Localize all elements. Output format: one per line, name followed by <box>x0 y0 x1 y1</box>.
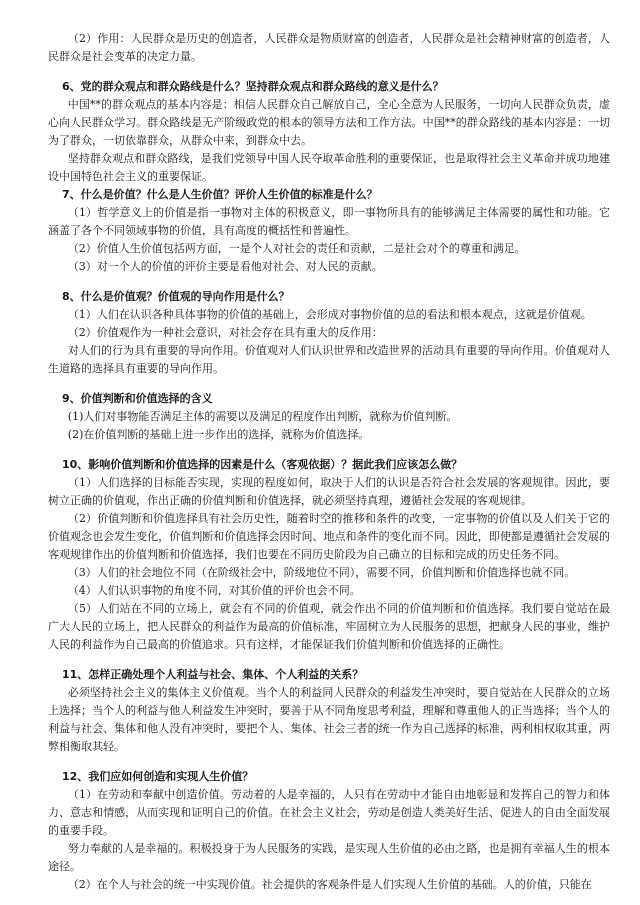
paragraph: (2)在价值判断的基础上进一步作出的选择，就称为价值选择。 <box>67 428 370 441</box>
section-8 <box>48 288 610 378</box>
section-heading: 6、党的群众观点和群众路线是什么？坚持群众观点和群众路线的意义是什么？ <box>62 80 444 93</box>
paragraph: （2）价值人生价值包括两方面，一是个人对社会的责任和贡献，二是社会对个的尊重和满足。 <box>67 242 526 255</box>
section-6 <box>48 78 610 186</box>
paragraph: （2）在个人与社会的统一中实现价值。社会提供的客观条件是人们实现人生价值的基础。人的价值，只能在 <box>67 878 592 891</box>
paragraph: 必须坚持社会主义的集体主义价值观。当个人的利益同人民群众的利益发生冲突时，要自觉站在人民群众的立场上选择；当个人的利益与他人利益发生冲突时，要善于从不同角度思考利益，理解和尊重他人的正当选择；当个人的利益与社会、集体和他人没有冲突时，要把个人、集体、社会三者的统一作为自己选择的标准，两利相权取其重，两弊相衡取其轻。 <box>48 686 610 753</box>
paragraph: （2）作用：人民群众是历史的创造者，人民群众是物质财富的创造者，人民群众是社会精神财富的创造者，人民群众是社会变革的决定力量。 <box>48 32 610 63</box>
section-11 <box>48 666 610 756</box>
paragraph: （1）人们选择的目标能否实现，实现的程度如何，取决于人们的认识是否符合社会发展的客观规律。因此，要树立正确的价值观，作出正确的价值判断和价值选择，就必须坚持真理，遵循社会发展的客观规律。 <box>48 476 610 507</box>
paragraph: （3）人们的社会地位不同（在阶级社会中，阶级地位不同），需要不同，价值判断和价值选择也就不同。 <box>67 566 576 579</box>
section-9 <box>48 390 610 444</box>
section-7 <box>48 186 610 276</box>
paragraph: （1）人们在认识各种具体事物的价值的基础上，会形成对事物价值的总的看法和根本观点，这就是价值观。 <box>67 308 592 321</box>
section-12 <box>48 768 610 894</box>
paragraph: （1）哲学意义上的价值是指一事物对主体的积极意义，即一事物所具有的能够满足主体需要的属性和功能。它涵盖了各个不同领域事物的价值，具有高度的概括性和普遍性。 <box>48 206 610 237</box>
section-heading: 7、什么是价值？什么是人生价值？评价人生价值的标准是什么？ <box>62 188 378 201</box>
paragraph: （2）价值观作为一种社会意识，对社会存在具有重大的反作用： <box>67 326 383 339</box>
section-heading: 9、价值判断和价值选择的含义 <box>62 392 213 405</box>
paragraph: （3）对一个人的价值的评价主要是看他对社会、对人民的贡献。 <box>67 260 383 273</box>
paragraph: 努力奉献的人是幸福的。积极投身于为人民服务的实践，是实现人生价值的必由之路，也是拥有幸福人生的根本途径。 <box>48 842 610 873</box>
paragraph: （2）价值判断和价值选择具有社会历史性，随着时空的推移和条件的改变，一定事物的价值以及人们关于它的价值观念也会发生变化，价值判断和价值选择会因时间、地点和条件的变化而不同。因此，即使都是遵循社会发展的客观规律作出的价值判断和价值选择，我们也要在不同历史阶段为自己确立的目标和完成的历史任务不同。 <box>48 512 610 561</box>
paragraph: 坚持群众观点和群众路线，是我们党领导中国人民夺取革命胜利的重要保证，也是取得社会主义革命并成功地建设中国特色社会主义的重要保证。 <box>48 152 610 183</box>
paragraph: (1)人们对事物能否满足主体的需要以及满足的程度作出判断，就称为价值判断。 <box>67 410 458 423</box>
paragraph: 对人们的行为具有重要的导向作用。价值观对人们认识世界和改造世界的活动具有重要的导向作用。价值观对人生道路的选择具有重要的导向作用。 <box>48 344 610 375</box>
section-heading: 8、什么是价值观？价值观的导向作用是什么？ <box>62 290 290 303</box>
paragraph: （4）人们认识事物的角度不同，对其价值的评价也会不同。 <box>67 584 361 597</box>
section-heading: 12、我们应如何创造和实现人生价值？ <box>62 770 254 783</box>
paragraph: 中国**的群众观点的基本内容是：相信人民群众自己解放自己，全心全意为人民服务，一切向人民群众负责，虚心向人民群众学习。群众路线是无产阶级政党的根本的领导方法和工作方法。中国**的群众路线的基本内容是：一切为了群众，一切依靠群众，从群众中来，到群众中去。 <box>48 98 610 147</box>
section-0 <box>48 30 610 66</box>
section-10 <box>48 456 610 654</box>
section-heading: 10、影响价值判断和价值选择的因素是什么（客观依据）？据此我们应该怎么做？ <box>62 458 463 471</box>
paragraph: （1）在劳动和奉献中创造价值。劳动着的人是幸福的，人只有在劳动中才能自由地彰显和发挥自己的智力和体力、意志和情感，从而实现和证明自己的价值。在社会主义社会，劳动是创造人类美好生活、促进人的自由全面发展的重要手段。 <box>48 788 610 837</box>
paragraph: （5）人们站在不同的立场上，就会有不同的价值观，就会作出不同的价值判断和价值选择。我们要自觉站在最广大人民的立场上，把人民群众的利益作为最高的价值标准，牢固树立为人民服务的思想，把献身人民的事业，维护人民的利益作为自己最高的价值追求。只有这样，才能保证我们价值判断和价值选择的正确性。 <box>48 602 610 651</box>
section-heading: 11、怎样正确处理个人利益与社会、集体、个人利益的关系？ <box>62 668 364 681</box>
